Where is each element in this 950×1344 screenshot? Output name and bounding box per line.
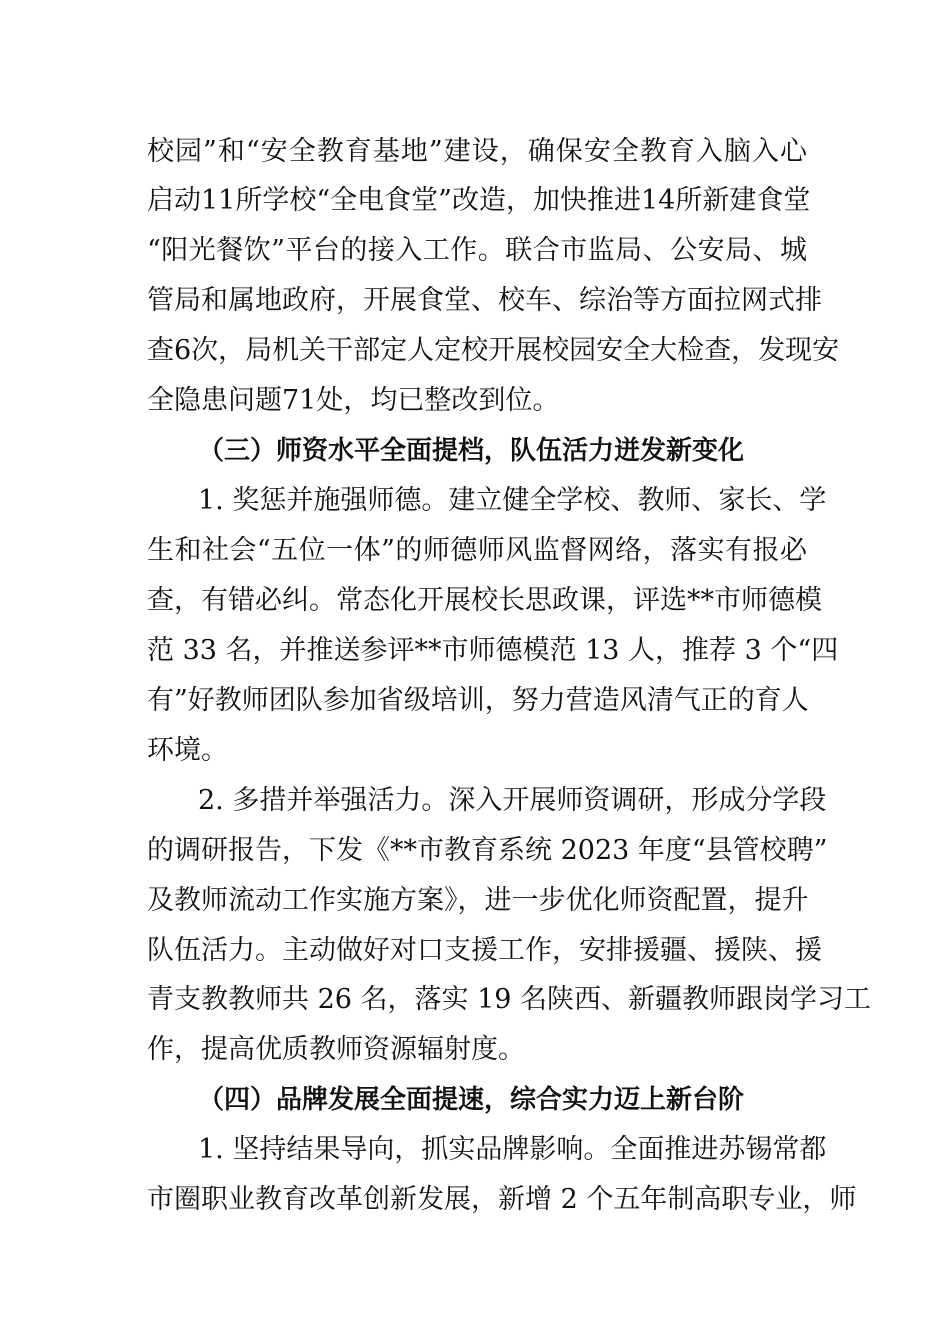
body-text-line: 作，提高优质教师资源辐射度。	[147, 1034, 525, 1065]
body-text-line: 及教师流动工作实施方案》，进一步优化师资配置，提升	[147, 885, 809, 916]
body-text-line: “阳光餐饮”平台的接入工作。联合市监局、公安局、城	[147, 235, 807, 266]
body-text-line: 启动11所学校“全电食堂”改造，加快推进14所新建食堂	[147, 185, 811, 216]
section-heading-4: （四）品牌发展全面提速，综合实力迈上新台阶	[198, 1085, 745, 1115]
body-text-line: 校园”和“安全教育基地”建设，确保安全教育入脑入心	[147, 136, 807, 167]
body-text-line: 查，有错必纠。常态化开展校长思政课，评选**市师德模	[147, 585, 822, 616]
body-text-line: 队伍活力。主动做好对口支援工作，安排援疆、援陕、援	[147, 935, 822, 966]
body-text-line: 1. 奖惩并施强师德。建立健全学校、教师、家长、学	[198, 485, 827, 516]
body-text-line: 管局和属地政府，开展食堂、校车、综治等方面拉网式排	[147, 285, 822, 316]
body-text-line: 1. 坚持结果导向，抓实品牌影响。全面推进苏锡常都	[198, 1134, 827, 1165]
body-text-line: 有”好教师团队参加省级培训，努力营造风清气正的育人	[147, 685, 809, 716]
body-text-line: 环境。	[147, 735, 228, 766]
body-text-line: 生和社会“五位一体”的师德师风监督网络，落实有报必	[147, 535, 807, 566]
section-heading-3: （三）师资水平全面提档，队伍活力迸发新变化	[198, 436, 745, 466]
body-text-line: 的调研报告，下发《**市教育系统 2023 年度“县管校聘”	[147, 835, 828, 866]
body-text-line: 范 33 名，并推送参评**市师德模范 13 人，推荐 3 个“四	[147, 635, 839, 666]
body-text-line: 青支教教师共 26 名，落实 19 名陕西、新疆教师跟岗学习工	[147, 984, 872, 1015]
body-text-line: 市圈职业教育改革创新发展，新增 2 个五年制高职专业，师	[147, 1184, 857, 1215]
body-text-line: 查6次，局机关干部定人定校开展校园安全大检查，发现安	[147, 335, 840, 366]
body-text-line: 全隐患问题71处，均已整改到位。	[147, 385, 560, 416]
body-text-line: 2. 多措并举强活力。深入开展师资调研，形成分学段	[198, 785, 827, 816]
